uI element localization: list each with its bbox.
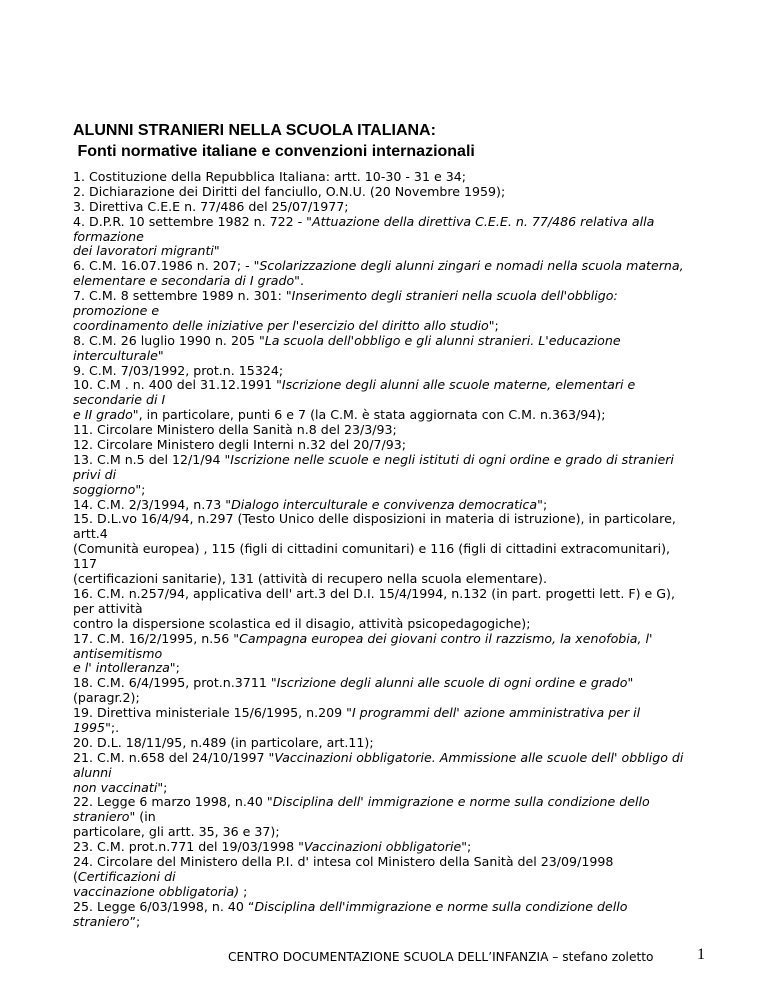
line-text: "; [157, 780, 168, 795]
line-text: 2. Dichiarazione dei Diritti del fanciullo, O.N.U. (20 Novembre 1959); [73, 184, 506, 199]
list-line [73, 795, 713, 810]
line-text: 18. C.M. 6/4/1995, prot.n.3711 " [73, 676, 277, 691]
italic-text: 1995 [73, 720, 106, 735]
list-line [73, 259, 713, 274]
line-text: "; [461, 840, 472, 855]
list-line [73, 244, 713, 259]
list-line [73, 423, 713, 438]
list-line [73, 840, 713, 855]
italic-text: Certificazioni di [77, 869, 176, 884]
list-line [73, 319, 713, 334]
line-text: 8. C.M. 26 luglio 1990 n. 205 " [73, 333, 265, 348]
line-text: "; [135, 482, 146, 497]
list-line [73, 378, 713, 393]
list-line [73, 274, 713, 289]
list-line [73, 915, 713, 930]
list-line [73, 453, 713, 468]
line-text: contro la dispersione scolastica ed il disagio, attività psicopedagogiche); [73, 616, 531, 631]
list-line [73, 304, 713, 319]
line-text: 15. D.L.vo 16/4/94, n.297 (Testo Unico delle disposizioni in materia di istruzione), in particolare, [73, 512, 676, 527]
italic-text: Iscrizione degli alunni alle scuole di ogni ordine e grado [276, 676, 628, 691]
list-line [73, 706, 713, 721]
line-text: 3. Direttiva C.E.E n. 77/486 del 25/07/1977; [73, 199, 349, 214]
italic-text: promozione e [73, 304, 160, 319]
list-line [73, 781, 713, 796]
list-line [73, 766, 713, 781]
list-line [73, 751, 713, 766]
list-line [73, 364, 713, 379]
page-footer: CENTRO DOCUMENTAZIONE SCUOLA DELL’INFANZIA – stefano zoletto [228, 950, 654, 964]
line-text: 7. C.M. 8 settembre 1989 n. 301: " [73, 289, 292, 304]
line-text: " (in [129, 810, 156, 825]
list-line [73, 408, 713, 423]
list-line [73, 200, 713, 215]
line-text: 6. C.M. 16.07.1986 n. 207; - " [73, 259, 260, 274]
list-line [73, 721, 713, 736]
line-text: per attività [73, 601, 143, 616]
list-line [73, 587, 713, 602]
italic-text: e II grado [73, 408, 133, 423]
list-line [73, 185, 713, 200]
list-line [73, 512, 713, 527]
italic-text: interculturale [73, 348, 158, 363]
italic-text: elementare e secondaria di I grado [73, 274, 295, 289]
italic-text: soggiorno [73, 482, 136, 497]
italic-text: e l' intolleranza [73, 661, 170, 676]
list-line [73, 855, 713, 870]
italic-text: non vaccinati [73, 780, 158, 795]
line-text: 117 [73, 557, 98, 572]
list-line [73, 542, 713, 557]
list-line [73, 483, 713, 498]
list-line [73, 498, 713, 513]
line-text: 23. C.M. prot.n.771 del 19/03/1998 " [73, 840, 304, 855]
line-text: 20. D.L. 18/11/95, n.489 (in particolare, art.11); [73, 735, 374, 750]
title-line-1: ALUNNI STRANIERI NELLA SCUOLA ITALIANA: [73, 122, 436, 139]
list-line [73, 602, 713, 617]
italic-text: formazione [73, 229, 144, 244]
list-line [73, 438, 713, 453]
line-text: 1. Costituzione della Repubblica Italiana: artt. 10-30 - 31 e 34; [73, 170, 466, 184]
line-text: 25. Legge 6/03/1998, n. 40 “ [73, 899, 255, 914]
line-text: ( [73, 869, 78, 884]
line-text: 14. C.M. 2/3/1994, n.73 " [73, 497, 232, 512]
italic-text: alunni [73, 765, 112, 780]
list-line [73, 617, 713, 632]
list-line [73, 289, 713, 304]
italic-text: I programmi dell' azione amministrativa per il [351, 706, 641, 721]
list-line [73, 349, 713, 364]
italic-text: La scuola dell'obbligo e gli alunni stranieri. L'educazione [264, 333, 621, 348]
line-text: 9. C.M. 7/03/1992, prot.n. 15324; [73, 363, 284, 378]
line-text: 11. Circolare Ministero della Sanità n.8 del 23/3/93; [73, 423, 397, 438]
italic-text: vaccinazione obbligatoria) [73, 884, 244, 899]
document-title [73, 120, 713, 162]
list-line [73, 825, 713, 840]
line-text: " [627, 676, 634, 691]
line-text: 16. C.M. n.257/94, applicativa dell' art.3 del D.I. 15/4/1994, n.132 (in part. progetti lett. F) e G), [73, 586, 675, 601]
line-text: 24. Circolare del Ministero della P.I. d' intesa col Ministero della Sanità del 23/09/1998 [73, 854, 614, 869]
line-text: particolare, gli artt. 35, 36 e 37); [73, 825, 280, 840]
line-text: ";. [105, 720, 120, 735]
list-line [73, 527, 713, 542]
line-text: 17. C.M. 16/2/1995, n.56 " [73, 631, 240, 646]
title-line-2: Fonti normative italiane e convenzioni internazionali [73, 143, 475, 160]
list-line [73, 632, 713, 647]
italic-text: Vaccinazioni obbligatorie [303, 840, 462, 855]
italic-text: Disciplina dell' immigrazione e norme sulla condizione dello [272, 795, 650, 810]
list-line [73, 676, 713, 691]
italic-text: Campagna europea dei giovani contro il razzismo, la xenofobia, l' [239, 631, 653, 646]
italic-text: Dialogo interculturale e convivenza democratica [231, 497, 538, 512]
line-text: 19. Direttiva ministeriale 15/6/1995, n.209 " [73, 706, 352, 721]
line-text: " [213, 244, 220, 259]
list-line [73, 230, 713, 245]
line-text: artt.4 [73, 527, 108, 542]
list-line [73, 393, 713, 408]
italic-text: straniero [73, 914, 130, 929]
line-text: 12. Circolare Ministero degli Interni n.32 del 20/7/93; [73, 438, 407, 453]
italic-text: dei lavoratori migranti [73, 244, 214, 259]
list-line [73, 215, 713, 230]
list-line [73, 870, 713, 885]
list-line [73, 900, 713, 915]
line-text: "; [488, 318, 499, 333]
line-text: 13. C.M n.5 del 12/1/94 " [73, 452, 231, 467]
line-text: 22. Legge 6 marzo 1998, n.40 " [73, 795, 273, 810]
line-text: "; [169, 661, 180, 676]
italic-text: Inserimento degli stranieri nella scuola dell'obbligo: [291, 289, 618, 304]
italic-text: straniero [73, 810, 130, 825]
italic-text: Disciplina dell'immigrazione e norme sulla condizione dello [254, 899, 628, 914]
list-line [73, 885, 713, 900]
italic-text: Iscrizione degli alunni alle scuole materne, elementari e [281, 378, 636, 393]
list-line [73, 691, 713, 706]
line-text: " [157, 348, 164, 363]
line-text: ; [243, 884, 248, 899]
italic-text: antisemitismo [73, 646, 163, 661]
list-line [73, 736, 713, 751]
line-text: "; [537, 497, 548, 512]
italic-text: Iscrizione nelle scuole e negli istituti di ogni ordine e grado di stranieri [230, 452, 674, 467]
line-text: (paragr.2); [73, 691, 140, 706]
line-text: ", in particolare, punti 6 e 7 (la C.M. è stata aggiornata con C.M. n.363/94); [132, 408, 606, 423]
list-line [73, 810, 713, 825]
line-text: 21. C.M. n.658 del 24/10/1997 " [73, 750, 275, 765]
line-text: (Comunità europea) , 115 (figli di cittadini comunitari) e 116 (figli di cittadini extracomunitari), [73, 542, 671, 557]
italic-text: Vaccinazioni obbligatorie. Ammissione alle scuole dell' obbligo di [274, 750, 684, 765]
list-line [73, 468, 713, 483]
line-text: ". [294, 274, 304, 289]
italic-text: privi di [73, 467, 117, 482]
line-text: ”; [129, 914, 141, 929]
line-text: (certificazioni sanitarie), 131 (attività di recupero nella scuola elementare). [73, 572, 547, 587]
list-line [73, 557, 713, 572]
list-line [73, 661, 713, 676]
normative-list [73, 170, 713, 929]
list-line [73, 647, 713, 662]
italic-text: Attuazione della direttiva C.E.E. n. 77/486 relativa alla [311, 214, 655, 229]
list-line [73, 334, 713, 349]
italic-text: secondarie di I [73, 393, 166, 408]
list-line [73, 170, 713, 185]
page-number: 1 [697, 946, 705, 963]
line-text: 4. D.P.R. 10 settembre 1982 n. 722 - " [73, 214, 312, 229]
italic-text: Scolarizzazione degli alunni zingari e nomadi nella scuola materna, [259, 259, 684, 274]
italic-text: coordinamento delle iniziative per l'esercizio del diritto allo studio [73, 318, 489, 333]
list-line [73, 572, 713, 587]
line-text: 10. C.M . n. 400 del 31.12.1991 " [73, 378, 282, 393]
